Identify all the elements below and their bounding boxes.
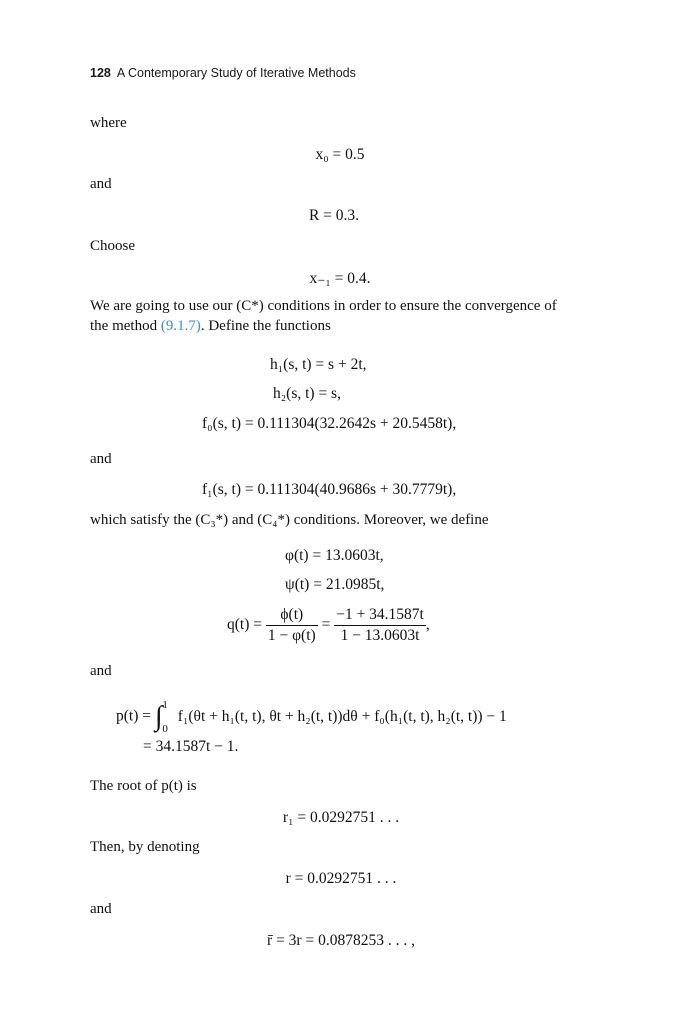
text-then: Then, by denoting: [90, 839, 200, 855]
equation-p: [116, 698, 507, 736]
book-title: A Contemporary Study of Iterative Methods: [116, 66, 356, 80]
fraction-numerator: −1 + 34.1587t: [334, 605, 426, 626]
integral-upper-limit: 1: [162, 699, 168, 711]
integral-sign: ∫: [154, 701, 163, 732]
equation-r: r = 0.0292751 . . .: [285, 870, 397, 887]
integral-body: f₁(θt + h₁(t, t), θt + h₂(t, t))dθ + f₀(h₁(t, t), h₂(t, t)) − 1: [177, 707, 507, 725]
equation-f1: f₁(s, t) = 0.111304(40.9686s + 30.7779t),: [202, 481, 457, 498]
equation-rbar: r̄ = 3r = 0.0878253 . . . ,: [267, 932, 415, 949]
equation-text: ,: [425, 616, 430, 634]
paragraph-line: We are going to use our (C*) conditions in order to ensure the convergence of: [90, 298, 557, 314]
equation-r1: r₁ = 0.0292751 . . .: [282, 809, 400, 826]
page-number: 128: [90, 66, 111, 80]
equation-q: [227, 605, 430, 646]
equation-f0: f₀(s, t) = 0.111304(32.2642s + 20.5458t),: [202, 415, 457, 432]
text-where: where: [90, 115, 127, 131]
integral-lower-limit: 0: [162, 723, 168, 735]
integral-limits: [162, 698, 168, 736]
equation-reference-link[interactable]: (9.1.7): [160, 318, 201, 334]
fraction-denominator: 1 − φ(t): [267, 627, 316, 644]
equation-x-minus-1: x₋₁ = 0.4.: [309, 270, 371, 287]
equation-phi: φ(t) = 13.0603t,: [285, 547, 384, 564]
text-and: and: [90, 176, 112, 192]
equation-text: p(t) =: [116, 707, 151, 725]
equation-x0: x₀ = 0.5: [315, 146, 365, 163]
equation-psi: ψ(t) = 21.0985t,: [285, 576, 385, 593]
paragraph-line: which satisfy the (C₃*) and (C₄*) conditions. Moreover, we define: [90, 512, 489, 528]
equation-R: R = 0.3.: [308, 207, 360, 224]
text-choose: Choose: [90, 238, 135, 254]
equation-p-result: = 34.1587t − 1.: [143, 738, 239, 755]
fraction: [266, 605, 318, 646]
equation-h2: h₂(s, t) = s,: [273, 385, 341, 402]
text-span: . Define the functions: [200, 318, 331, 334]
text-and: and: [90, 901, 112, 917]
equation-h1: h₁(s, t) = s + 2t,: [270, 356, 367, 373]
text-root: The root of p(t) is: [90, 778, 197, 794]
equation-text: =: [321, 616, 331, 634]
running-header: [90, 66, 356, 80]
text-and: and: [90, 663, 112, 679]
fraction: [334, 605, 426, 646]
paragraph-line: [90, 318, 331, 335]
fraction-denominator: 1 − 13.0603t: [340, 627, 420, 644]
text-and: and: [90, 451, 112, 467]
text-span: the method: [90, 318, 161, 334]
fraction-numerator: ϕ(t): [266, 605, 318, 626]
equation-text: q(t) =: [227, 616, 262, 634]
